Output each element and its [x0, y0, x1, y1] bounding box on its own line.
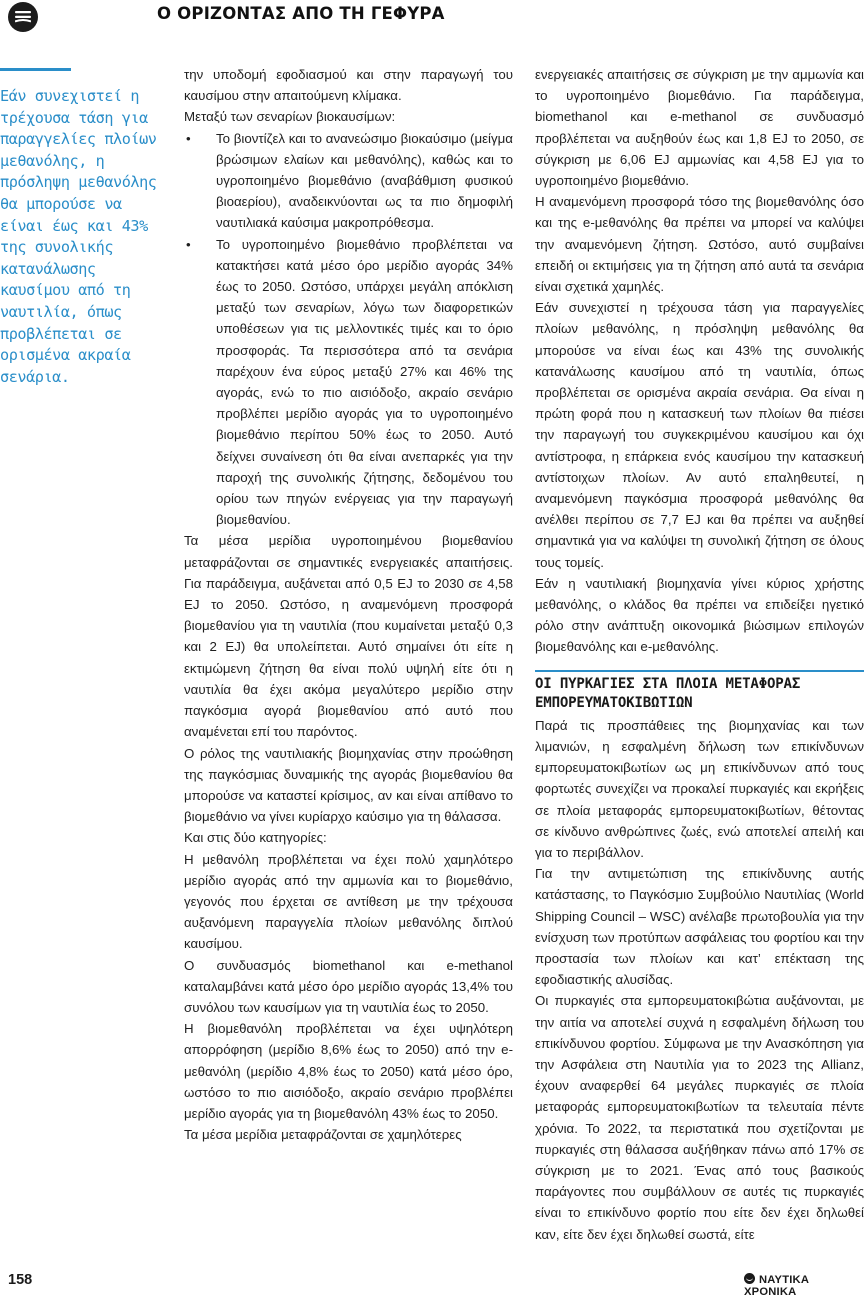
pull-quote: Εάν συνεχιστεί η τρέχουσα τάση για παραγγελίες πλοίων μεθανόλης, η πρόσληψη μεθανόλης θα μπορούσε να είναι έως και 43% της συνολικής κατανάλωσης καυσίμου από τη ναυτιλία, όπως προβλέπεται σε ορισμένα ακραία σενάρια.	[0, 87, 157, 386]
paragraph: Εάν συνεχιστεί η τρέχουσα τάση για παραγγελίες πλοίων μεθανόλης, η πρόσληψη μεθανόλης θα μπορούσε να είναι έως και 43% της συνολικής κατανάλωσης καυσίμου από τη ναυτιλία, όπως προβλέπεται σε ορισμένα ακραία σενάρια. Θα είναι η πρώτη φορά που η κατασκευή των πλοίων θα πιέσει την παραγωγή του συγκεκριμένου καυσίμου και όχι αντίστροφα, η επάρκεια ενός καυσίμου την κατασκευή αντίστοιχων πλοίων. Αν αυτό επαληθευτεί, η αναμενόμενη παγκόσμια προσφορά μεθανόλης θα ανέλθει περίπου σε 7,7 EJ και θα πρέπει να αυξηθεί σημαντικά για να καλύψει τη συνολική ζήτηση σε όλους τους τομείς.	[535, 300, 864, 570]
paragraph: Τα μέσα μερίδια υγροποιημένου βιομεθανίου μεταφράζονται σε σημαντικές ενεργειακές απαιτήσεις. Για παράδειγμα, αυξάνεται από 0,5 EJ το 2030 σε 4,58 EJ το 2050. Ωστόσο, η αναμενόμενη προσφορά βιομεθανίου για τη ναυτιλία (που κυμαίνεται μεταξύ 0,3 και 2 EJ) θα υπολείπεται. Αυτό σημαίνει ότι είτε η εκτιμώμενη ζήτηση θα είναι πολύ υψηλή είτε ότι η ναυτιλία θα έχει ακόμα μεγαλύτερο μερίδιο στην παγκόσμια αγορά βιομεθανίου από αυτό που αναμένεται επί του παρόντος.	[184, 533, 513, 740]
paragraph: Οι πυρκαγιές στα εμπορευματοκιβώτια αυξάνονται, με την αιτία να αποτελεί συχνά η εσφαλμένη δήλωση του επικίνδυνου φορτίου. Σύμφωνα με την Ανασκόπηση για την Ασφάλεια στη Ναυτιλία για το 2023 της Allianz, έχουν αναφερθεί 64 μεγάλες πυρκαγιές σε πλοία μεταφοράς εμπορευματοκιβωτίων τα τελευταία πέντε χρόνια. Το 2022, τα περιστατικά που σχετίζονται με πυρκαγιές στη θάλασσα αυξήθηκαν πάνω από 17% σε σύγκριση με το 2021. Ένας από τους βασικούς παράγοντες που συμβάλλουν σε αυτές τις πυρκαγιές είναι το επικίνδυνο φορτίο που είτε δεν έχει δηλωθεί καν, είτε δεν έχει δηλωθεί σωστά, είτε	[535, 993, 864, 1242]
paragraph: Για την αντιμετώπιση της επικίνδυνης αυτής κατάστασης, το Παγκόσμιο Συμβούλιο Ναυτιλίας (World Shipping Council – WSC) ανέλαβε πρωτοβουλία για την ενίσχυση των προτύπων ασφάλειας του φορτίου και την προστασία των πλοίων και κατ’ επέκταση της εφοδιαστικής αλυσίδας.	[535, 866, 864, 988]
section-heading: ΟΙ ΠΥΡΚΑΓΙΕΣ ΣΤΑ ΠΛΟΙΑ ΜΕΤΑΦΟΡΑΣ ΕΜΠΟΡΕΥΜΑΤΟΚΙΒΩΤΙΩΝ	[535, 675, 801, 711]
article-column-2	[535, 64, 864, 1245]
article-column-1	[184, 64, 513, 1145]
paragraph: Και στις δύο κατηγορίες:	[184, 830, 327, 846]
bullet-list	[184, 128, 513, 531]
paragraph: Ο συνδυασμός biomethanol και e-methanol καταλαμβάνει κατά μέσο όρο μερίδιο αγοράς 13,4% του συνόλου των καυσίμων για τη ναυτιλία έως το 2050.	[184, 957, 513, 1015]
paragraph: Ο ρόλος της ναυτιλιακής βιομηχανίας στην προώθηση της παγκόσμιας δυναμικής της αγοράς βιομεθανίου θα μπορούσε να καταστεί κρίσιμος, αν και είναι απίθανο το βιομεθάνιο να γίνει κυρίαρχο καύσιμο για τη θάλασσα.	[184, 745, 513, 825]
page-number: 158	[8, 1272, 33, 1288]
pull-quote-rule	[0, 68, 71, 71]
section-title: Ο ΟΡΙΖΟΝΤΑΣ ΑΠΟ ΤΗ ΓΕΦΥΡΑ	[157, 4, 445, 23]
bullet-icon: •	[186, 130, 191, 146]
list-item-text: Το βιοντίζελ και το ανανεώσιμο βιοκαύσιμο (μείγμα βρώσιμων ελαίων και μεθανόλης), καθώς και το υγροποιημένο βιομεθάνιο (αναβάθμιση φυσικού βιοαερίου), αναδεικνύονται ως τα πιο δημοφιλή ναυτιλιακά καύσιμα μακροπρόθεσμα.	[216, 130, 513, 231]
paragraph: Η αναμενόμενη προσφορά τόσο της βιομεθανόλης όσο και της e-μεθανόλης θα πρέπει να μπορεί να καλύψει την αναμενόμενη ζήτηση. Ωστόσο, αυτό συμβαίνει επειδή οι εκτιμήσεις για τη ζήτηση από αυτά τα σενάρια είναι σχετικά χαμηλές.	[535, 194, 864, 295]
paragraph: Παρά τις προσπάθειες της βιομηχανίας και των λιμανιών, η εσφαλμένη δήλωση των επικίνδυνων εμπορευματοκιβωτίων ως μη επικίνδυνων από τους φορτωτές συνεχίζει να προκαλεί πυρκαγιές και εκρήξεις σε πλοία μεταφοράς εμπορευματοκιβωτίων, θέτοντας σε κίνδυνο ανθρώπινες ζωές, ενώ αποτελεί απειλή και για το περιβάλλον.	[535, 717, 864, 860]
paragraph: Μεταξύ των σεναρίων βιοκαυσίμων:	[184, 109, 396, 125]
bullet-icon: •	[186, 236, 191, 252]
paragraph: Η βιομεθανόλη προβλέπεται να έχει υψηλότερη απορρόφηση (μερίδιο 8,6% έως το 2050) από την e-μεθανόλη (μερίδιο 4,8% έως το 2050) κατά μέσο όρο, ωστόσο το πιο αισιόδοξο, ακραίο σενάριο προβλέπει μερίδιο αγοράς για τη βιομεθανόλη 43% έως το 2050.	[184, 1021, 513, 1121]
brand-logo-icon	[744, 1273, 755, 1284]
list-item-text: Το υγροποιημένο βιομεθάνιο προβλέπεται να κατακτήσει κατά μέσο όρο μερίδιο αγοράς 34% έως το 2050. Ωστόσο, υπάρχει μεγάλη απόκλιση μεταξύ των σεναρίων, λόγω των διαφορετικών υποθέσεων για τις μελλοντικές τιμές και το όριο προσφοράς. Τα περισσότερα από τα σενάρια παρέχουν ένα εύρος μεταξύ 27% και 46% της αγοράς, ενώ το πιο αισιόδοξο, ακραίο σενάριο προβλέπει μερίδιο αγοράς για το υγροποιημένο βιομεθάνιο περίπου 50% έως το 2050. Αυτό δείχνει συναίνεση ότι θα είναι ανεπαρκές για την παροχή της συνολικής ζήτησης, δεδομένου του ορίου των πηγών ενέργειας για την παραγωγή βιομεθανίου.	[216, 236, 513, 528]
paragraph: Τα μέσα μερίδια μεταφράζονται σε χαμηλότερες	[184, 1127, 462, 1143]
brand-name: ΝΑΥΤΙΚΑ ΧΡΟΝΙΚΑ	[744, 1274, 810, 1298]
list-item	[184, 128, 513, 234]
paragraph: Η μεθανόλη προβλέπεται να έχει πολύ χαμηλότερο μερίδιο αγοράς από την αμμωνία και το βιομεθάνιο, γεγονός που έρχεται σε αντίθεση με την τρέχουσα αυξανόμενη παραγγελία πλοίων μεθανόλης διπλού καυσίμου.	[184, 851, 513, 952]
footer-brand	[744, 1273, 864, 1298]
menu-lines-icon	[8, 2, 38, 32]
paragraph: ενεργειακές απαιτήσεις σε σύγκριση με την αμμωνία και το υγροποιημένο βιομεθάνιο. Για παράδειγμα, biomethanol και e-methanol σε συνδυασμό προβλέπεται να αυξηθούν έως και 1,8 EJ το 2050, σε σύγκριση με 6,06 EJ αμμωνίας και 4,58 EJ για το υγροποιημένο βιομεθάνιο.	[535, 67, 864, 189]
paragraph: την υποδομή εφοδιασμού και στην παραγωγή του καυσίμου στην απαιτούμενη κλίμακα.	[184, 67, 513, 104]
list-item	[184, 234, 513, 531]
paragraph: Εάν η ναυτιλιακή βιομηχανία γίνει κύριος χρήστης μεθανόλης, ο κλάδος θα πρέπει να επιδείξει ηγετικό ρόλο στην ανάπτυξη οικονομικά βιώσιμων επιλογών βιομεθανόλης και e-μεθανόλης.	[535, 575, 864, 655]
section-divider	[535, 670, 864, 672]
